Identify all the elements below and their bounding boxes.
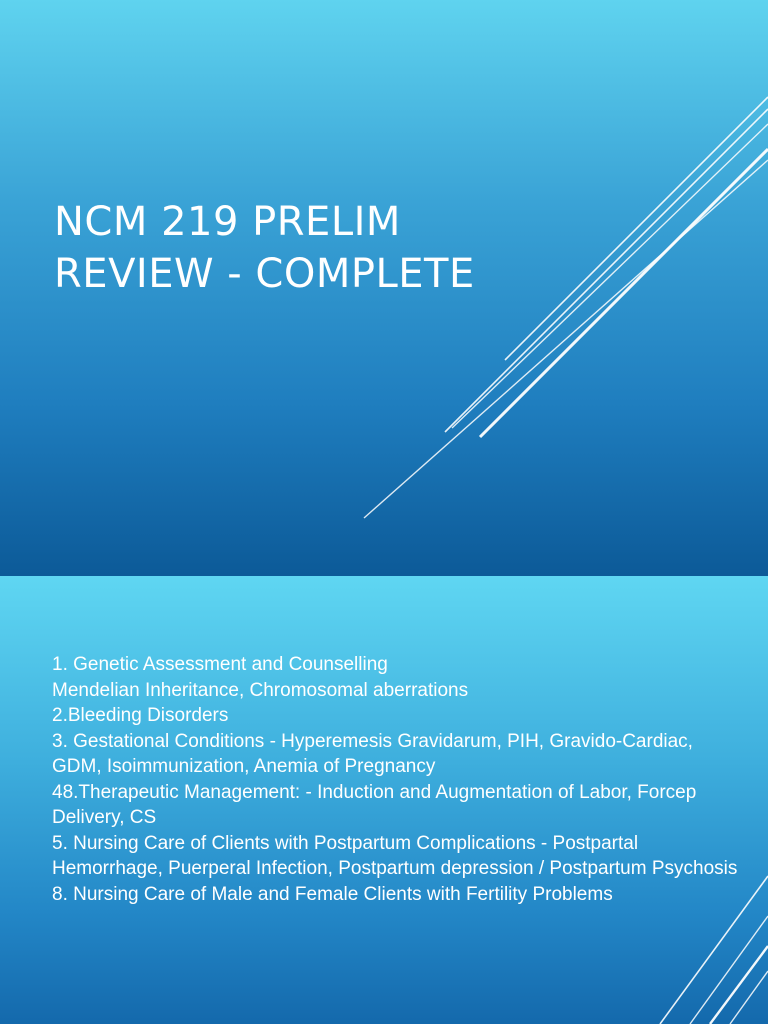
topic-list xyxy=(52,652,742,907)
list-item: 2.Bleeding Disorders xyxy=(52,705,229,726)
list-item: 5. Nursing Care of Clients with Postpartum Complications - Postpartal Hemorrhage, Puerperal Infection, Postpartum depression / Postpartum Psychosis xyxy=(52,832,738,879)
deco-line-1 xyxy=(505,97,768,360)
title-line-2: REVIEW - COMPLETE xyxy=(54,251,475,297)
title-line-1: NCM 219 PRELIM xyxy=(54,199,401,245)
list-item: 48.Therapeutic Management: - Induction and Augmentation of Labor, Forcep Delivery, CS xyxy=(52,781,697,828)
list-item: 3. Gestational Conditions - Hyperemesis Gravidarum, PIH, Gravido-Cardiac, GDM, Isoimmunization, Anemia of Pregnancy xyxy=(52,730,693,777)
topics-slide xyxy=(0,576,768,1024)
list-item: Mendelian Inheritance, Chromosomal aberrations xyxy=(52,679,469,701)
deco-line-2 xyxy=(690,916,768,1024)
list-item: 8. Nursing Care of Male and Female Clients with Fertility Problems xyxy=(52,883,613,905)
deco-line-4 xyxy=(730,971,768,1024)
list-item: 1. Genetic Assessment and Counselling xyxy=(52,654,388,675)
slide-title xyxy=(54,196,534,300)
